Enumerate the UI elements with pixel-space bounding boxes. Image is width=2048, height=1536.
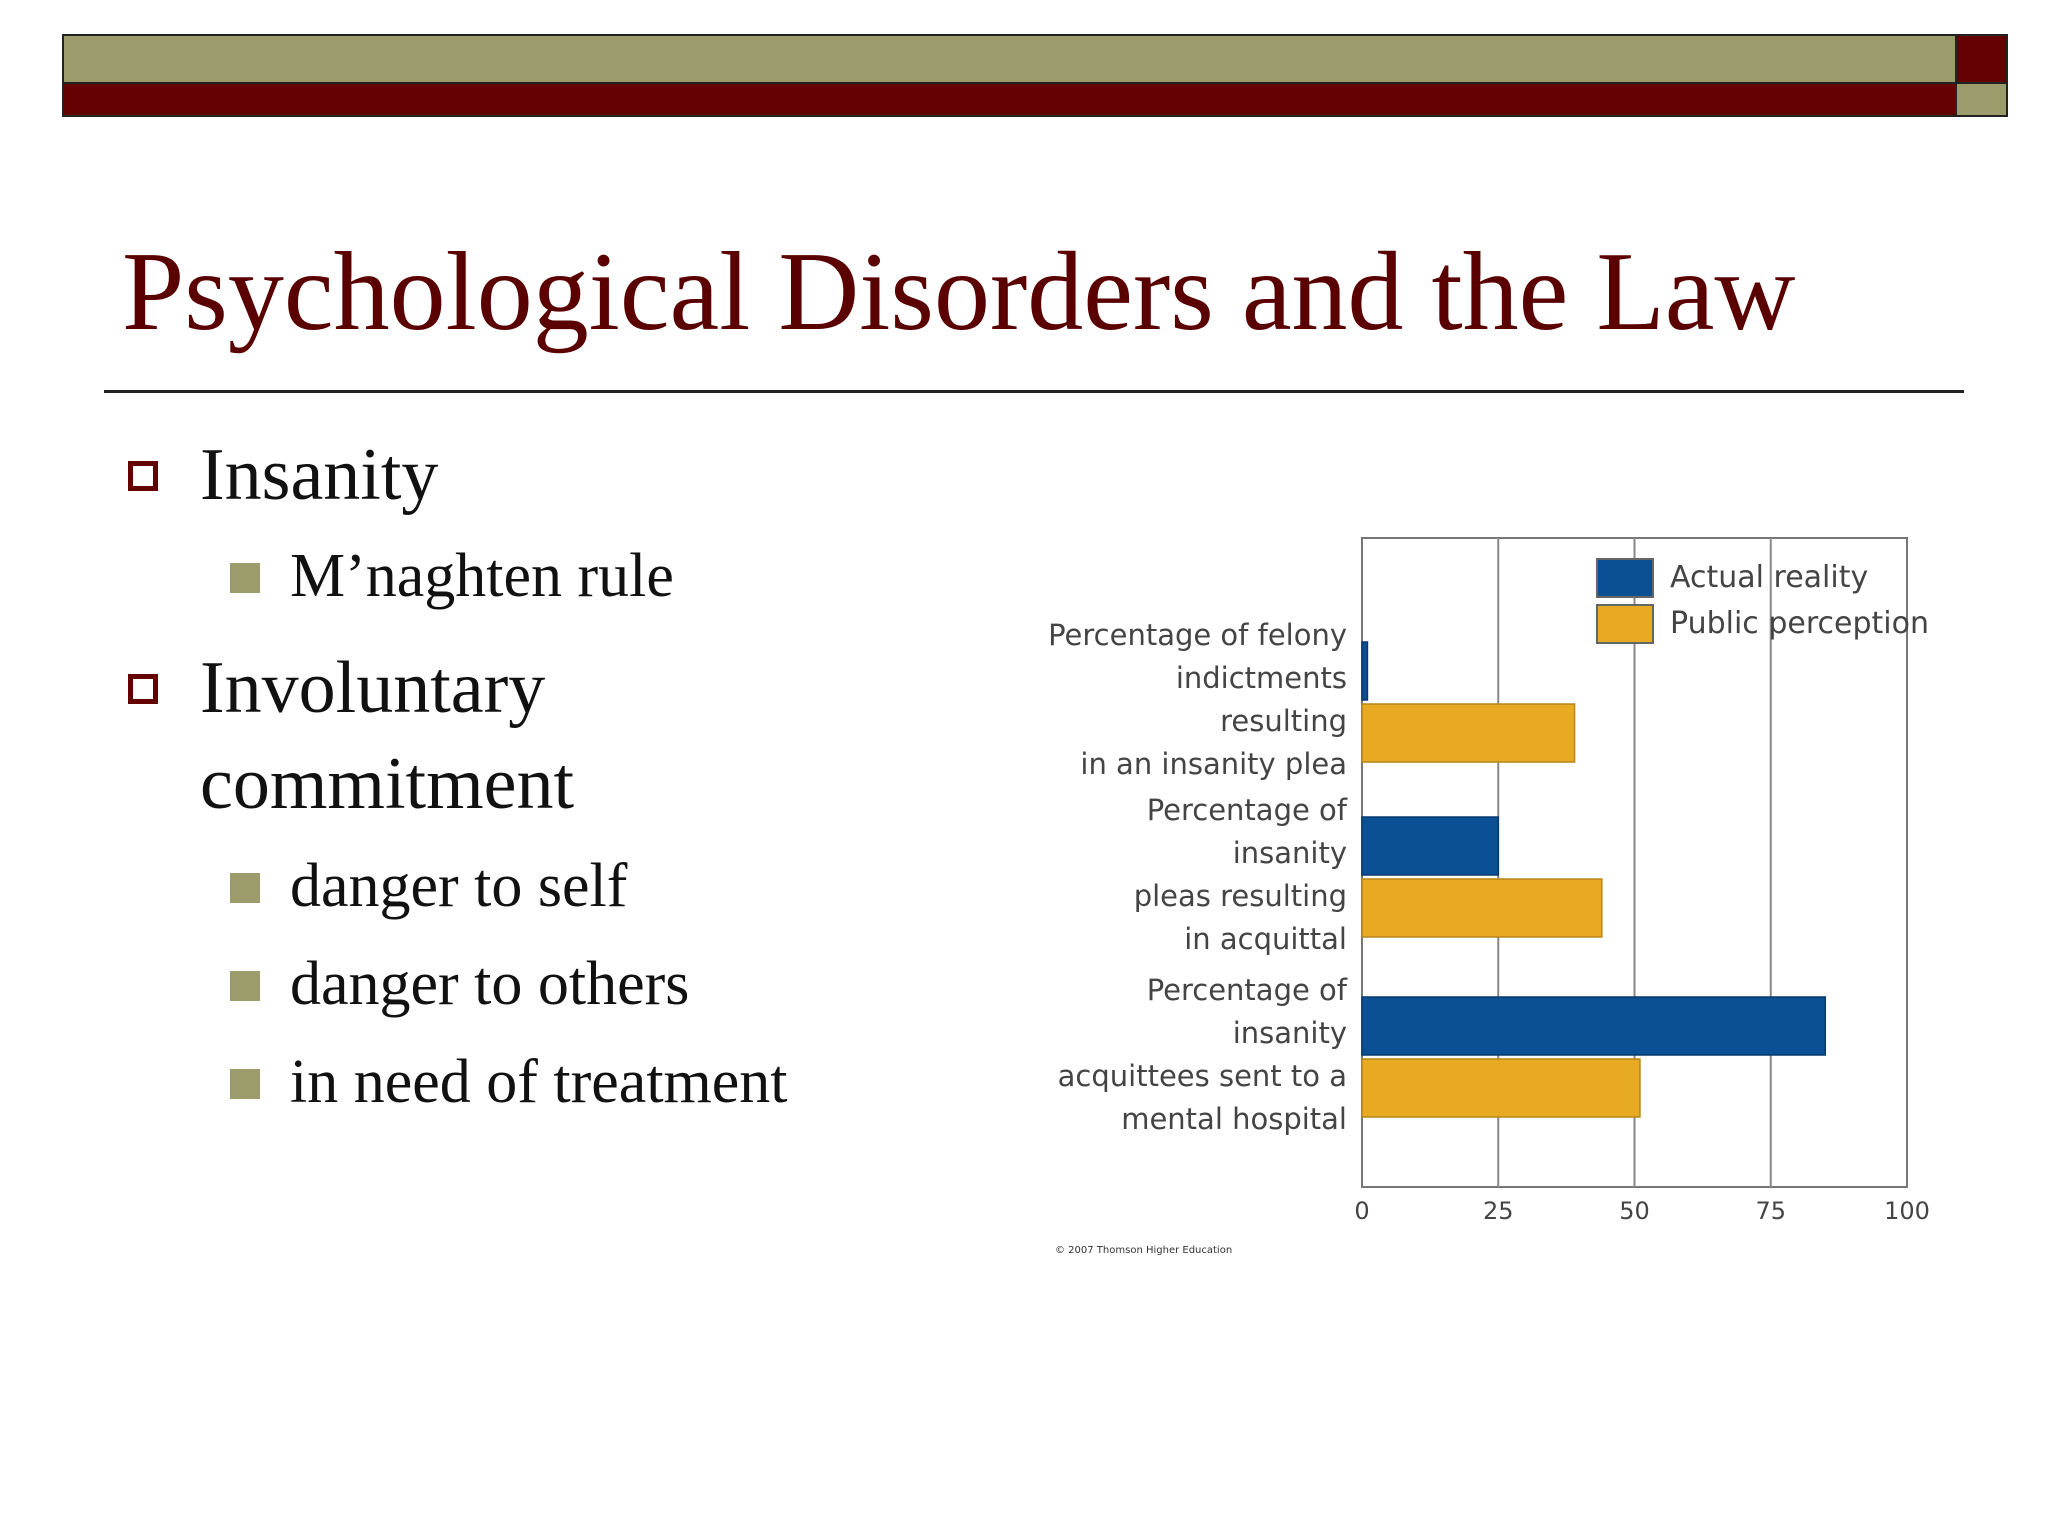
category-label-line: Percentage of felony: [1048, 618, 1347, 652]
header-band-olive: [62, 34, 1957, 84]
filled-square-bullet-icon: [230, 873, 260, 903]
sub-bullet-self: danger to self: [290, 852, 628, 920]
bar-actual-reality: [1362, 642, 1367, 700]
insanity-bar-chart: [1040, 520, 1940, 1280]
category-label-line: mental hospital: [1121, 1102, 1347, 1136]
category-label-line: in acquittal: [1184, 922, 1347, 956]
category-label: [1047, 969, 1347, 1141]
filled-square-bullet-icon: [230, 1069, 260, 1099]
category-label-line: Percentage of insanity: [1146, 973, 1347, 1050]
header-corner-olive: [1955, 84, 2008, 117]
legend-label: Actual reality: [1670, 560, 1869, 595]
category-label-line: acquittees sent to a: [1057, 1059, 1347, 1093]
bullet-involuntary-line1: Involuntary: [200, 647, 546, 729]
x-tick-label: 25: [1482, 1197, 1514, 1225]
category-label-line: pleas resulting: [1133, 879, 1347, 913]
bar-public-perception: [1362, 879, 1602, 937]
filled-square-bullet-icon: [230, 563, 260, 593]
bar-actual-reality: [1362, 817, 1498, 875]
filled-square-bullet-icon: [230, 971, 260, 1001]
x-tick-label: 50: [1619, 1197, 1650, 1225]
x-tick-label: 100: [1884, 1197, 1930, 1225]
bullet-involuntary-line2: commitment: [200, 743, 575, 825]
title-divider: [104, 390, 1964, 393]
legend-swatch-perception: [1596, 604, 1654, 644]
sub-bullet-mnaghten: M’naghten rule: [290, 542, 674, 610]
bar-public-perception: [1362, 1059, 1640, 1117]
sub-bullet-others: danger to others: [290, 950, 690, 1018]
bar-actual-reality: [1362, 997, 1825, 1055]
category-label-line: indictments resulting: [1175, 661, 1347, 738]
hollow-square-bullet-icon: [128, 674, 158, 704]
category-label-line: Percentage of insanity: [1146, 793, 1347, 870]
sub-bullet-treatment: in need of treatment: [290, 1048, 788, 1116]
category-label-line: in an insanity plea: [1080, 747, 1347, 781]
x-tick-label: 0: [1354, 1197, 1370, 1225]
x-tick-label: 75: [1755, 1197, 1787, 1225]
header-band-maroon: [62, 84, 1957, 117]
category-label: [1047, 789, 1347, 961]
slide-title: Psychological Disorders and the Law: [122, 230, 1796, 354]
legend-swatch-actual: [1596, 558, 1654, 598]
legend-label: Public perception: [1670, 606, 1929, 641]
bar-public-perception: [1362, 704, 1575, 762]
chart-credit: © 2007 Thomson Higher Education: [1055, 1245, 1233, 1256]
category-label: [1047, 614, 1347, 786]
header-corner-maroon: [1955, 34, 2008, 84]
hollow-square-bullet-icon: [128, 461, 158, 491]
bullet-insanity: Insanity: [200, 434, 439, 516]
